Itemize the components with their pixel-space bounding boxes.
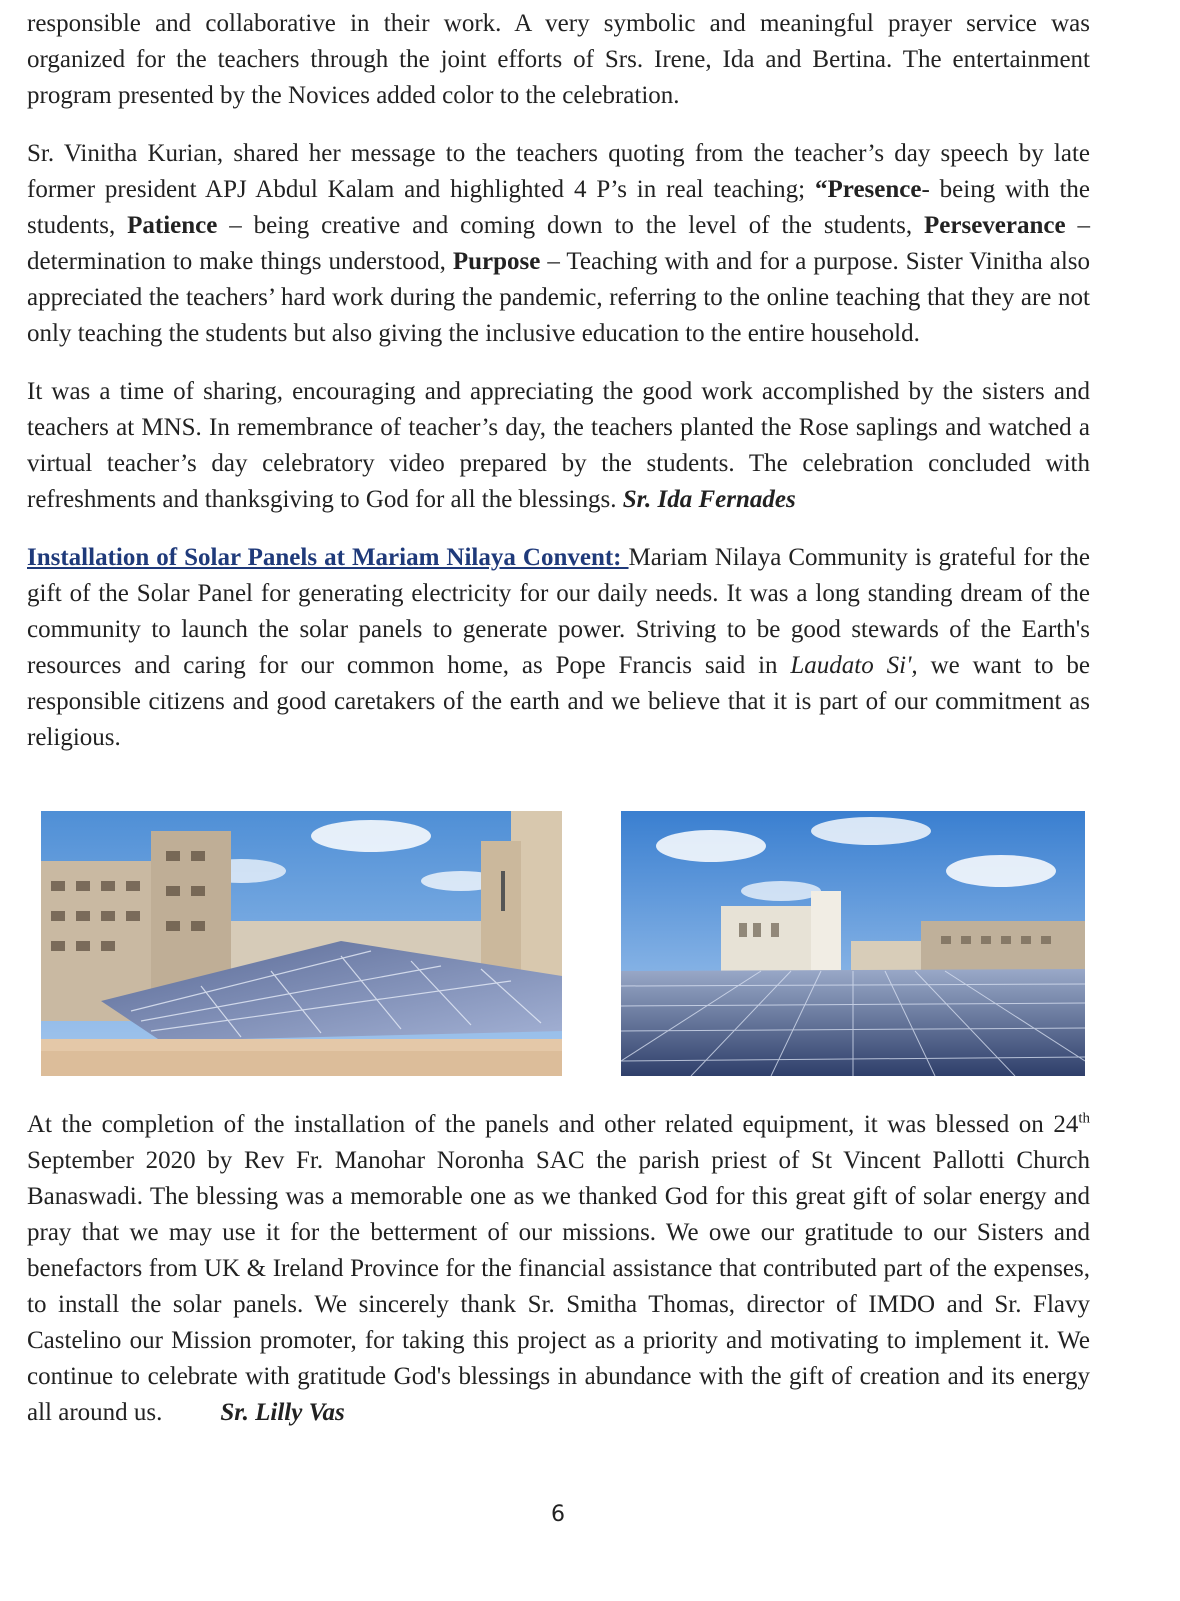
paragraph-prayer-service [27, 6, 1090, 114]
term-perseverance: Perseverance [924, 212, 1066, 239]
paragraph-text: At the completion of the installation of the panels and other related equipment, it was blessed on 24 [27, 1111, 1079, 1138]
paragraph-text: Sr. Vinitha Kurian, shared her message to the teachers quoting from the teacher’s day speech by late former president APJ Abdul Kalam and highlighted 4 P’s in real teaching; [27, 140, 1090, 203]
section-heading-link[interactable]: Installation of Solar Panels at Mariam Nilaya Convent: [27, 544, 629, 571]
paragraph-text: It was a time of sharing, encouraging and appreciating the good work accomplished by the sisters and teachers at MNS. In remembrance of teacher’s day, the teachers planted the Rose saplings and watched a virtual teacher’s day celebratory video prepared by the students. The celebration concluded with refreshments and thanksgiving to God for all the blessings. [27, 378, 1090, 513]
term-patience: Patience [127, 212, 218, 239]
paragraph-four-ps [27, 136, 1090, 352]
solar-panels-photo-left [41, 811, 562, 1076]
term-presence: “Presence [815, 176, 922, 203]
paragraph-solar-intro [27, 540, 1090, 756]
paragraph-text: Mariam Nilaya Community is grateful for the gift of the Solar Panel for generating electricity for our daily needs. It was a long standing dream of the community to launch the solar panels to generate power. Striving to be good stewards of the Earth's resources and caring for our common home, as Pope Francis said in [27, 544, 1090, 679]
document-body-lower [27, 1107, 1090, 1431]
paragraph-text: – being creative and coming down to the level of the students, [217, 212, 925, 239]
paragraph-text: responsible and collaborative in their work. A very symbolic and meaningful prayer service was organized for the teachers through the joint efforts of Srs. Irene, Ida and Bertina. The entertainment program presented by the Novices added color to the celebration. [27, 10, 1090, 109]
paragraph-sharing [27, 374, 1090, 518]
paragraph-blessing [27, 1107, 1090, 1431]
paragraph-text: - being with the students, [27, 176, 1091, 239]
signature-ida: Sr. Ida Fernades [622, 486, 796, 513]
paragraph-text: we want to be responsible citizens and good caretakers of the earth and we believe that it is part of our commitment as religious. [27, 652, 1090, 751]
document-body [27, 6, 1090, 756]
solar-photos [41, 811, 1085, 1076]
page-number: 6 [551, 1502, 565, 1527]
laudato-si-title: Laudato Si', [790, 652, 918, 679]
paragraph-text: – Teaching with and for a purpose. Sister Vinitha also appreciated the teachers’ hard work during the pandemic, referring to the online teaching that they are not only teaching the students but also giving the inclusive education to the entire household. [27, 248, 1090, 347]
signature-lilly: Sr. Lilly Vas [220, 1399, 345, 1426]
solar-panels-photo-right [621, 811, 1085, 1076]
ordinal-suffix: th [1078, 1110, 1090, 1127]
paragraph-text: – determination to make things understood, [27, 212, 1090, 275]
term-purpose: Purpose [452, 248, 541, 275]
paragraph-text: September 2020 by Rev Fr. Manohar Noronha SAC the parish priest of St Vincent Pallotti Church Banaswadi. The blessing was a memorable one as we thanked God for this great gift of solar energy and pray that we may use it for the betterment of our missions. We owe our gratitude to our Sisters and benefactors from UK & Ireland Province for the financial assistance that contributed part of the expenses, to install the solar panels. We sincerely thank Sr. Smitha Thomas, director of IMDO and Sr. Flavy Castelino our Mission promoter, for taking this project as a priority and motivating to implement it. We continue to celebrate with gratitude God's blessings in abundance with the gift of creation and its energy all around us. [27, 1147, 1090, 1426]
